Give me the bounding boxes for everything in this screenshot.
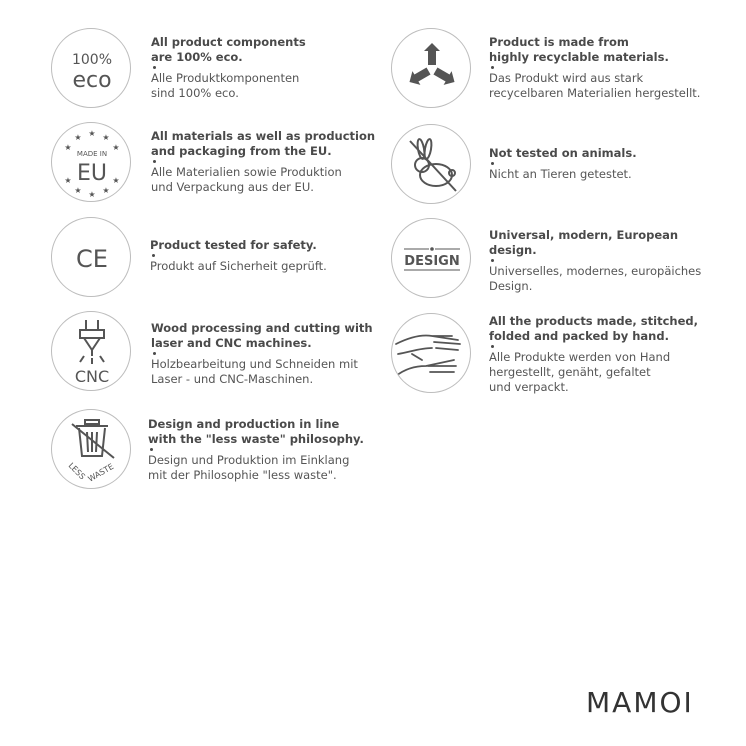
- rabbit-icon: [391, 124, 471, 204]
- svg-text:★: ★: [74, 133, 82, 142]
- feature-ce-desc: Produkt auf Sicherheit geprüft.: [150, 259, 327, 273]
- feature-ce-title: Product tested for safety.: [150, 238, 317, 252]
- cnc-badge-text: CNC: [74, 367, 110, 386]
- cnc-icon: [51, 311, 131, 391]
- feature-design-title: Universal, modern, European design.: [489, 228, 679, 257]
- feature-eu-title: All materials as well as production and packaging from the EU.: [151, 129, 376, 158]
- eco-badge-percent: 100%: [71, 52, 113, 68]
- svg-text:★: ★: [64, 176, 72, 185]
- eu-badge-madein: MADE IN: [76, 150, 108, 158]
- feature-cnc-desc: Holzbearbeitung und Schneiden mit Laser - und CNC-Maschinen.: [151, 357, 358, 386]
- svg-text:★: ★: [88, 129, 96, 138]
- less-waste-icon: [51, 409, 131, 489]
- feature-lesswaste-desc: Design und Produktion im Einklang mit der Philosophie "less waste".: [148, 453, 350, 482]
- feature-eu-desc: Alle Materialien sowie Produktion und Verpackung aus der EU.: [151, 165, 342, 194]
- eu-badge-eu: EU: [76, 161, 108, 186]
- feature-animals-title: Not tested on animals.: [489, 146, 637, 160]
- feature-eco-desc: Alle Produktkomponenten sind 100% eco.: [151, 71, 300, 100]
- logo-text: MAMOI: [586, 686, 694, 719]
- svg-text:★: ★: [102, 186, 110, 195]
- ce-mark-icon: [51, 217, 131, 297]
- svg-text:★: ★: [112, 143, 120, 152]
- feature-lesswaste-title: Design and production in line with the "less waste" philosophy.: [148, 417, 364, 446]
- svg-text:★: ★: [102, 133, 110, 142]
- svg-text:★: ★: [74, 186, 82, 195]
- mamoi-logo: [586, 684, 704, 724]
- lesswaste-badge-waste: WASTE: [86, 461, 116, 484]
- design-badge-text: DESIGN: [404, 254, 460, 269]
- feature-design-desc: Universelles, modernes, europäiches Design.: [489, 264, 702, 293]
- design-icon: [391, 218, 471, 298]
- svg-text:★: ★: [88, 190, 96, 199]
- feature-recycle-title: Product is made from highly recyclable materials.: [489, 35, 669, 64]
- ce-badge-text: CE: [76, 245, 108, 273]
- eco-badge-icon: [51, 28, 131, 108]
- eco-badge-word: eco: [72, 68, 112, 93]
- feature-eco-title: All product components are 100% eco.: [151, 35, 306, 64]
- made-in-eu-icon: [51, 122, 131, 202]
- feature-animals-desc: Nicht an Tieren getestet.: [489, 167, 632, 181]
- hands-icon: [391, 313, 471, 393]
- feature-cnc-title: Wood processing and cutting with laser and CNC machines.: [151, 321, 373, 350]
- svg-text:★: ★: [112, 176, 120, 185]
- svg-text:★: ★: [64, 143, 72, 152]
- feature-handmade-title: All the products made, stitched, folded and packed by hand.: [489, 314, 698, 343]
- feature-recycle-desc: Das Produkt wird aus stark recycelbaren Materialien hergestellt.: [489, 71, 701, 100]
- feature-handmade-desc: Alle Produkte werden von Hand hergestellt, genäht, gefaltet und verpackt.: [489, 350, 671, 394]
- recycle-icon: [391, 28, 471, 108]
- lesswaste-badge-less: LESS: [66, 461, 87, 482]
